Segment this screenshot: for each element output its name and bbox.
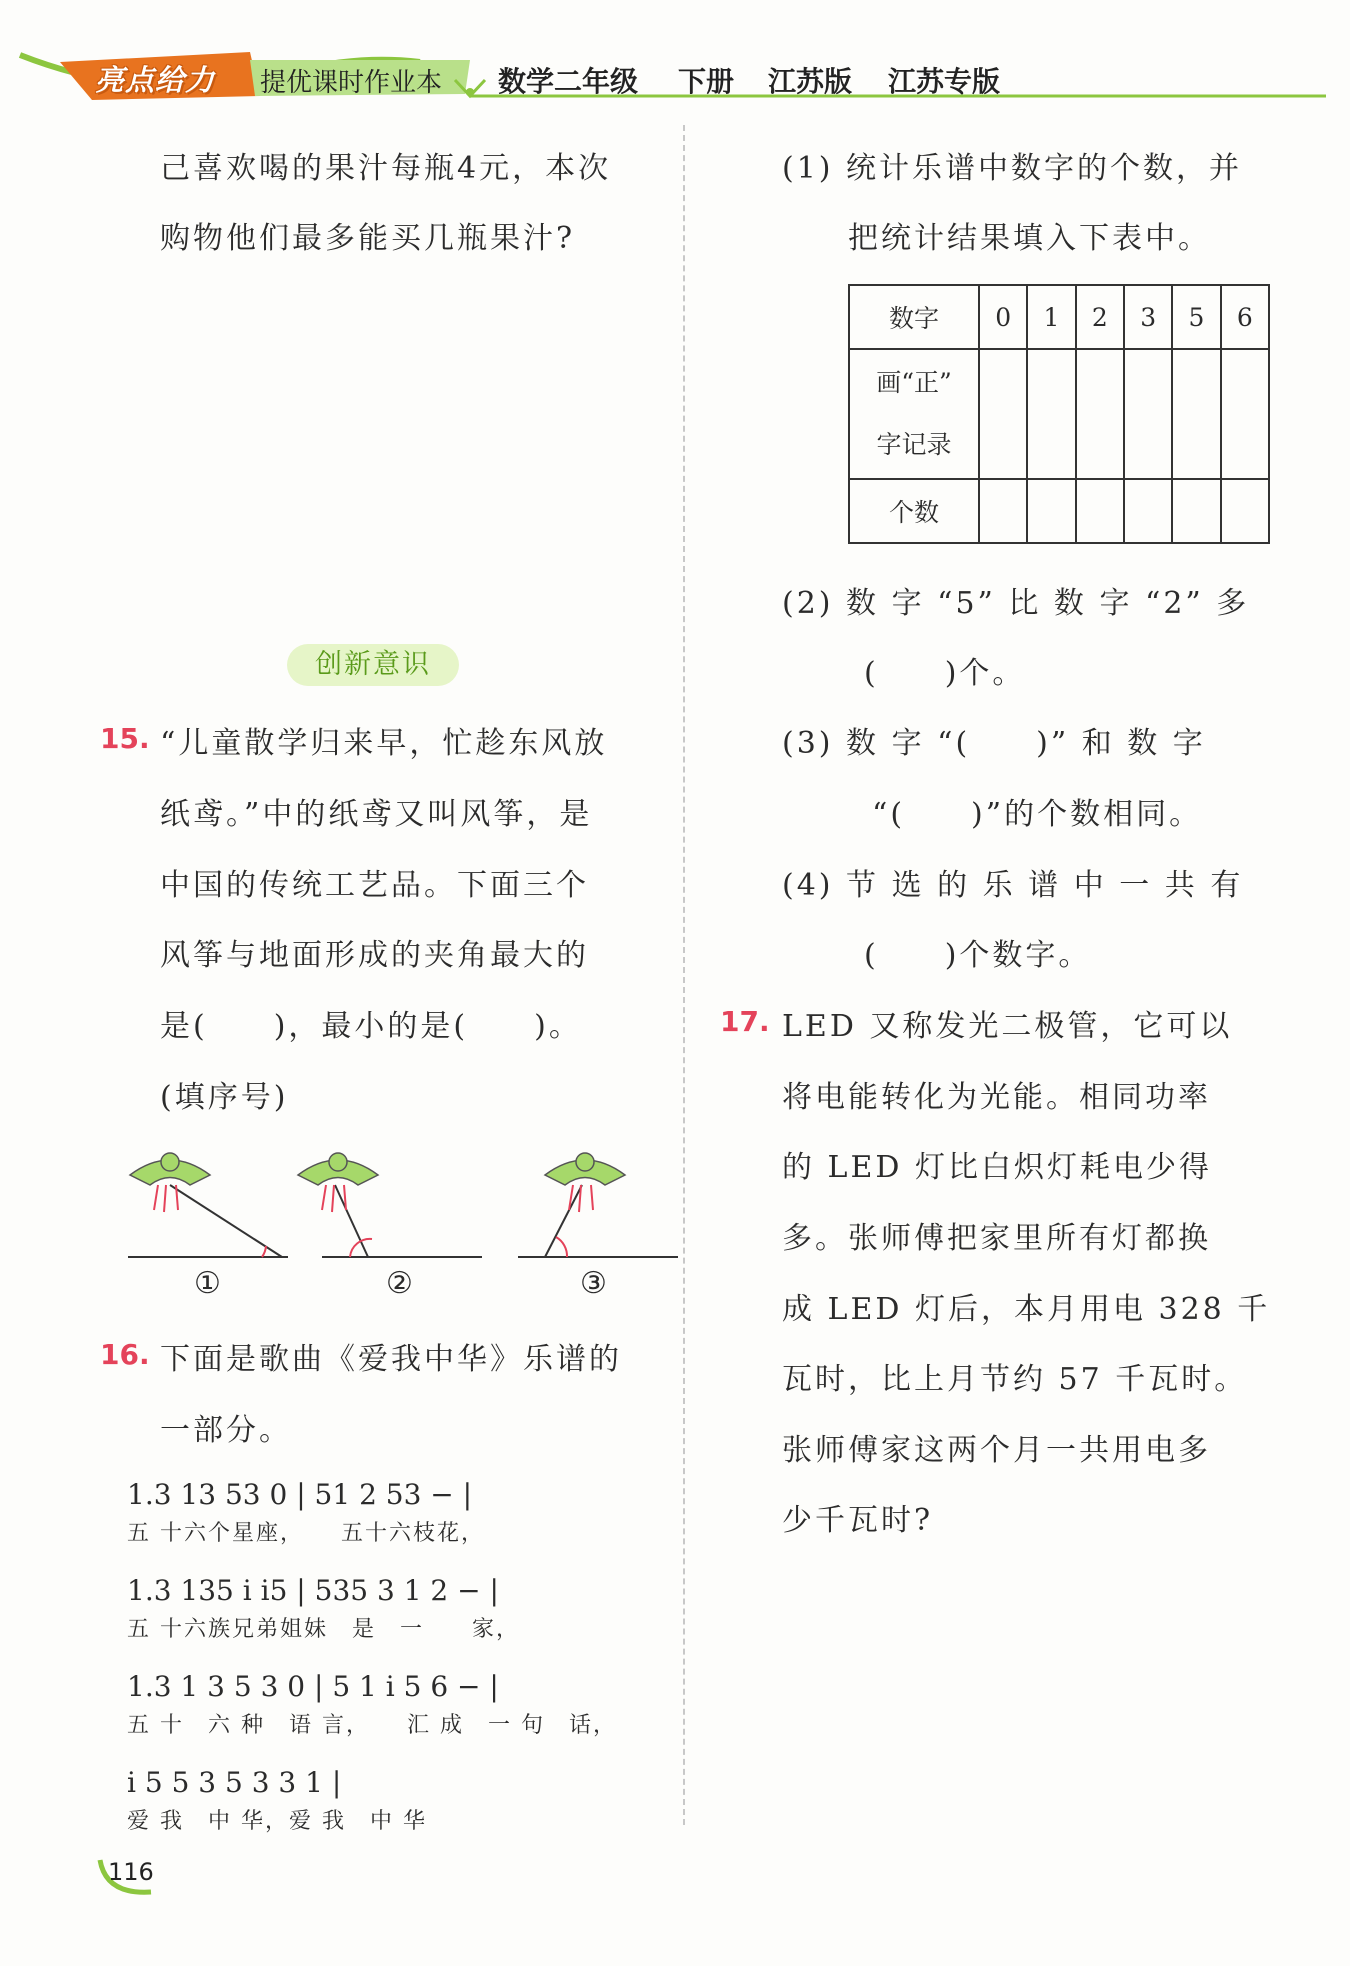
kite-2	[298, 1153, 482, 1257]
table-row	[849, 479, 1269, 543]
music-notes-line-2: 1.3 135 i i5 | 535 3 1 2 − |	[127, 1574, 499, 1607]
q17-line-7: 张师傅家这两个月一共用电多	[782, 1433, 1211, 1468]
q14-continuation-line-2: 购物他们最多能买几瓶果汁?	[160, 221, 576, 256]
count-cell[interactable]	[1221, 479, 1269, 543]
tally-row-label	[849, 349, 979, 479]
q15-line-2: 纸鸢。”中的纸鸢又叫风筝，是	[160, 797, 593, 832]
music-lyrics-line-1: 五 十六个星座， 五十六枝花，	[127, 1521, 485, 1546]
count-row-label: 个数	[849, 479, 979, 543]
table-row	[849, 349, 1269, 479]
kite-1	[128, 1153, 288, 1257]
page-header	[0, 0, 1350, 120]
kite-3	[518, 1153, 678, 1257]
digit-count-table	[848, 284, 1270, 544]
q16-part1-line-1: (1) 统计乐谱中数字的个数，并	[782, 151, 1243, 186]
q15-line-3: 中国的传统工艺品。下面三个	[160, 868, 589, 903]
column-divider	[683, 125, 685, 1825]
q15-line-5: 是( )，最小的是( )。	[160, 1009, 582, 1044]
tally-cell[interactable]	[979, 349, 1027, 479]
tally-cell[interactable]	[1221, 349, 1269, 479]
music-lyrics-line-4: 爱 我 中 华，爱 我 中 华	[127, 1809, 427, 1834]
kite-label-3: ③	[580, 1266, 610, 1301]
q17-line-3: 的 LED 灯比白炽灯耗电少得	[782, 1150, 1212, 1185]
music-lyrics-line-2: 五 十六族兄弟姐妹 是 一 家，	[127, 1617, 520, 1642]
table-header-digit: 1	[1027, 285, 1075, 349]
q17-line-5: 成 LED 灯后，本月用电 328 千	[782, 1292, 1271, 1327]
q15-line-1: “儿童散学归来早，忙趁东风放	[160, 726, 608, 761]
q17-line-6: 瓦时，比上月节约 57 千瓦时。	[782, 1362, 1248, 1397]
count-cell[interactable]	[1172, 479, 1220, 543]
table-header-digit: 2	[1076, 285, 1124, 349]
count-cell[interactable]	[1027, 479, 1075, 543]
tally-cell[interactable]	[1027, 349, 1075, 479]
q16-part2-line-1: (2) 数 字 “5” 比 数 字 “2” 多	[782, 586, 1250, 621]
q15-line-4: 风筝与地面形成的夹角最大的	[160, 938, 589, 973]
q16-part4-line-1: (4) 节 选 的 乐 谱 中 一 共 有	[782, 868, 1244, 903]
kite-label-1: ①	[194, 1266, 224, 1301]
question-number-17: 17.	[720, 1005, 770, 1038]
q16-line-2: 一部分。	[160, 1413, 292, 1448]
tally-row-label-line-1: 画“正”	[876, 368, 952, 397]
q16-part3-line-1: (3) 数 字 “( )” 和 数 字	[782, 726, 1206, 761]
q17-line-1: LED 又称发光二极管，它可以	[782, 1009, 1233, 1044]
q17-line-8: 少千瓦时?	[782, 1503, 934, 1538]
brand-logo: 亮点给力	[95, 63, 216, 97]
edition-label: 江苏版	[768, 65, 853, 98]
tally-cell[interactable]	[1172, 349, 1220, 479]
question-number-15: 15.	[100, 722, 150, 755]
q16-part4-line-2: ( )个数字。	[864, 938, 1092, 973]
kite-label-2: ②	[386, 1266, 416, 1301]
count-cell[interactable]	[1076, 479, 1124, 543]
table-header-digit: 0	[979, 285, 1027, 349]
table-header-digit: 5	[1172, 285, 1220, 349]
q16-part3-line-2: “( )”的个数相同。	[872, 797, 1203, 832]
table-header-label: 数字	[849, 285, 979, 349]
q15-line-6: (填序号)	[160, 1080, 289, 1115]
q17-line-2: 将电能转化为光能。相同功率	[782, 1080, 1211, 1115]
music-lyrics-line-3: 五 十 六 种 语 言， 汇 成 一 句 话，	[127, 1713, 617, 1738]
volume-label: 下册	[678, 65, 735, 98]
subject-label: 数学二年级	[498, 65, 639, 98]
q16-part2-line-2: ( )个。	[864, 656, 1026, 691]
series-title: 提优课时作业本	[260, 68, 443, 98]
question-number-16: 16.	[100, 1338, 150, 1371]
count-cell[interactable]	[1124, 479, 1172, 543]
page-number: 116	[108, 1858, 154, 1886]
q17-line-4: 多。张师傅把家里所有灯都换	[782, 1221, 1211, 1256]
section-badge: 创新意识	[287, 644, 459, 686]
tally-row-label-line-2: 字记录	[876, 430, 952, 459]
q16-line-1: 下面是歌曲《爱我中华》乐谱的	[160, 1342, 622, 1377]
music-notes-line-4: i 5 5 3 5 3 3 1 |	[127, 1766, 342, 1799]
table-row	[849, 285, 1269, 349]
special-edition-label: 江苏专版	[888, 65, 1001, 98]
q14-continuation-line-1: 己喜欢喝的果汁每瓶4元，本次	[160, 151, 612, 186]
tally-cell[interactable]	[1124, 349, 1172, 479]
table-header-digit: 6	[1221, 285, 1269, 349]
tally-cell[interactable]	[1076, 349, 1124, 479]
q16-part1-line-2: 把统计结果填入下表中。	[848, 221, 1211, 256]
music-notes-line-3: 1.3 1 3 5 3 0 | 5 1 i 5 6 − |	[127, 1670, 499, 1703]
table-header-digit: 3	[1124, 285, 1172, 349]
music-notes-line-1: 1.3 13 53 0 | 51 2 53 − |	[127, 1478, 473, 1511]
count-cell[interactable]	[979, 479, 1027, 543]
